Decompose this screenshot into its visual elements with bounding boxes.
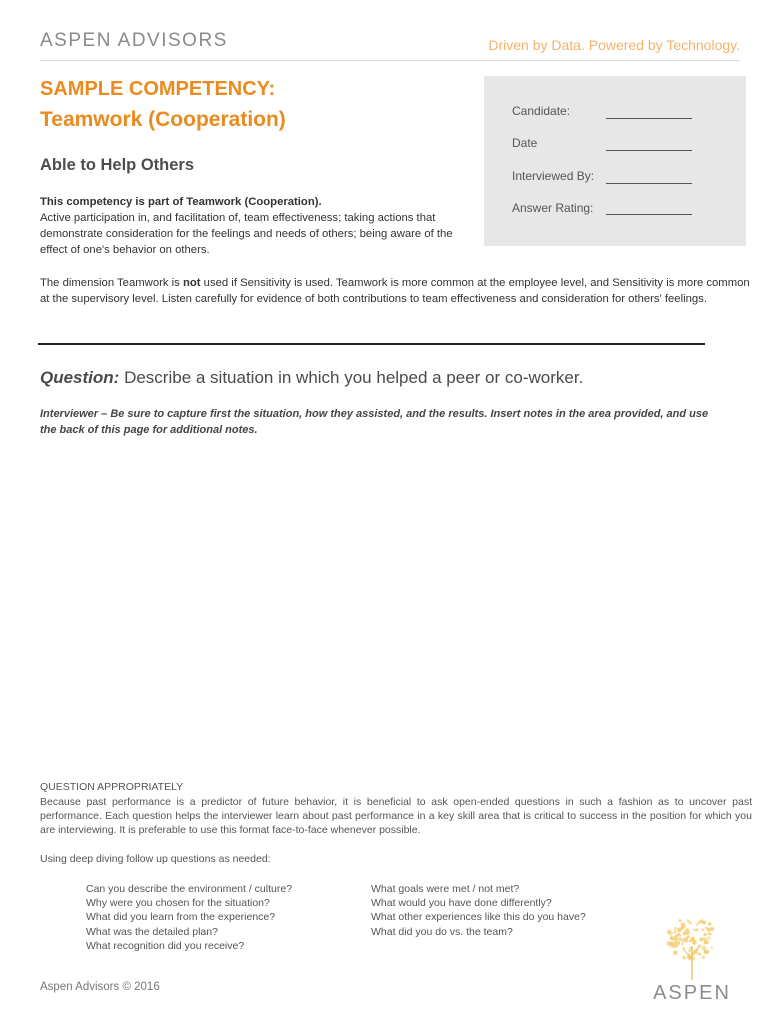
brand-name: ASPEN ADVISORS	[40, 30, 228, 51]
tree-leaf-dot	[682, 947, 685, 950]
copyright: Aspen Advisors © 2016	[40, 981, 160, 993]
list-item: Why were you chosen for the situation?	[86, 897, 270, 910]
tree-leaf-dot	[681, 938, 685, 942]
competency-subtitle: Able to Help Others	[40, 156, 195, 174]
interviewed-by-line[interactable]	[606, 183, 692, 184]
list-item: What other experiences like this do you have?	[371, 911, 586, 924]
dimension-note	[40, 275, 750, 307]
dimension-emphasis: not	[182, 277, 201, 289]
tree-leaf-dot	[689, 921, 692, 924]
dimension-text-1: The dimension Teamwork is	[40, 277, 183, 289]
candidate-info-box	[484, 76, 746, 246]
tree-leaf-dot	[693, 929, 696, 932]
tree-leaf-dot	[678, 934, 681, 937]
tree-leaf-dot	[702, 955, 706, 959]
question-text: Describe a situation in which you helped a peer or co-worker.	[119, 368, 584, 387]
tree-leaf-dot	[708, 922, 711, 925]
followup-questions-right	[371, 882, 586, 939]
tree-leaf-dot	[701, 928, 704, 931]
interviewer-instructions: Interviewer – Be sure to capture first the situation, how they assisted, and the results. Insert notes in the area provided, and use the back of this page for additional notes.	[40, 408, 709, 436]
followup-questions-left	[86, 882, 292, 953]
tree-leaf-dot	[667, 930, 671, 934]
tree-leaf-dot	[704, 950, 708, 954]
answer-rating-label: Answer Rating:	[512, 201, 594, 215]
logo-text: ASPEN	[653, 982, 731, 1004]
deep-dive-intro: Using deep diving follow up questions as needed:	[40, 853, 271, 865]
date-label: Date	[512, 136, 538, 150]
list-item: Can you describe the environment / culture?	[86, 883, 293, 895]
tree-leaf-dot	[682, 931, 686, 935]
tree-leaf-dot	[707, 936, 711, 940]
tree-leaf-dot	[698, 920, 702, 924]
list-item: What did you learn from the experience?	[86, 911, 276, 924]
tree-leaf-dot	[672, 943, 677, 948]
interviewed-by-label: Interviewed By:	[512, 169, 595, 183]
tree-leaf-dot	[702, 938, 705, 941]
list-item: What goals were met / not met?	[371, 883, 520, 895]
description-intro: This competency is part of Teamwork (Cooperation).	[40, 196, 322, 208]
tree-leaf-dot	[677, 929, 680, 932]
tree-leaf-dot	[703, 933, 707, 937]
tree-leaf-dot	[695, 928, 698, 931]
tree-leaf-dot	[698, 953, 701, 956]
tree-leaf-dot	[674, 927, 678, 931]
aspen-tree-icon	[632, 910, 752, 982]
question-label: Question:	[40, 368, 120, 387]
tree-leaf-dot	[680, 927, 683, 930]
tree-leaf-dot	[679, 919, 682, 922]
aspen-logo	[632, 910, 752, 1005]
date-line[interactable]	[606, 150, 692, 151]
list-item: What did you do vs. the team?	[371, 925, 513, 938]
tree-leaf-dot	[681, 942, 684, 945]
page-title: SAMPLE COMPETENCY:	[40, 78, 276, 100]
tree-leaf-dot	[674, 936, 679, 941]
tree-leaf-dot	[673, 951, 677, 955]
candidate-label: Candidate:	[512, 104, 571, 118]
dimension-text-2: used if Sensitivity is used. Teamwork is more common at the employee level, and Sensitivity is more common at the supervisory level. Listen carefully for evidence of both contributions to team effectiveness and consideration for others' feelings.	[40, 277, 750, 305]
tree-leaf-dot	[674, 931, 677, 934]
tree-leaf-dot	[682, 956, 686, 960]
section-divider	[38, 343, 705, 345]
tree-leaf-dot	[702, 921, 706, 925]
list-item: What would you have done differently?	[371, 897, 552, 910]
tree-leaf-dot	[709, 932, 712, 935]
competency-description	[40, 194, 480, 258]
header-divider	[40, 60, 740, 61]
tagline: Driven by Data. Powered by Technology.	[488, 37, 740, 53]
tree-leaf-dot	[690, 937, 695, 942]
answer-rating-line[interactable]	[606, 214, 692, 215]
competency-name: Teamwork (Cooperation)	[40, 108, 286, 131]
tree-leaf-dot	[688, 949, 691, 952]
list-item: What recognition did you receive?	[86, 939, 245, 952]
guidance-text: Because past performance is a predictor of future behavior, it is beneficial to ask open-ended questions in such a fashion as to uncover past performance. Each question helps the interviewer learn about past performance in a key skill area that is critical to success in the position for which you are interviewing. It is preferable to use this format face-to-face whenever possible.	[40, 796, 752, 836]
tree-leaf-dot	[706, 928, 710, 932]
tree-leaf-dot	[711, 946, 714, 949]
tree-leaf-dot	[670, 936, 674, 940]
tree-leaf-dot	[696, 923, 699, 926]
guidance-heading: QUESTION APPROPRIATELY	[40, 781, 184, 793]
interview-question	[40, 368, 583, 388]
description-text: Active participation in, and facilitation of, team effectiveness; taking actions that demonstrate consideration for the feelings and needs of others; being aware of the effect of one's behavior on others.	[40, 212, 453, 256]
list-item: What was the detailed plan?	[86, 925, 218, 938]
candidate-line[interactable]	[606, 118, 692, 119]
